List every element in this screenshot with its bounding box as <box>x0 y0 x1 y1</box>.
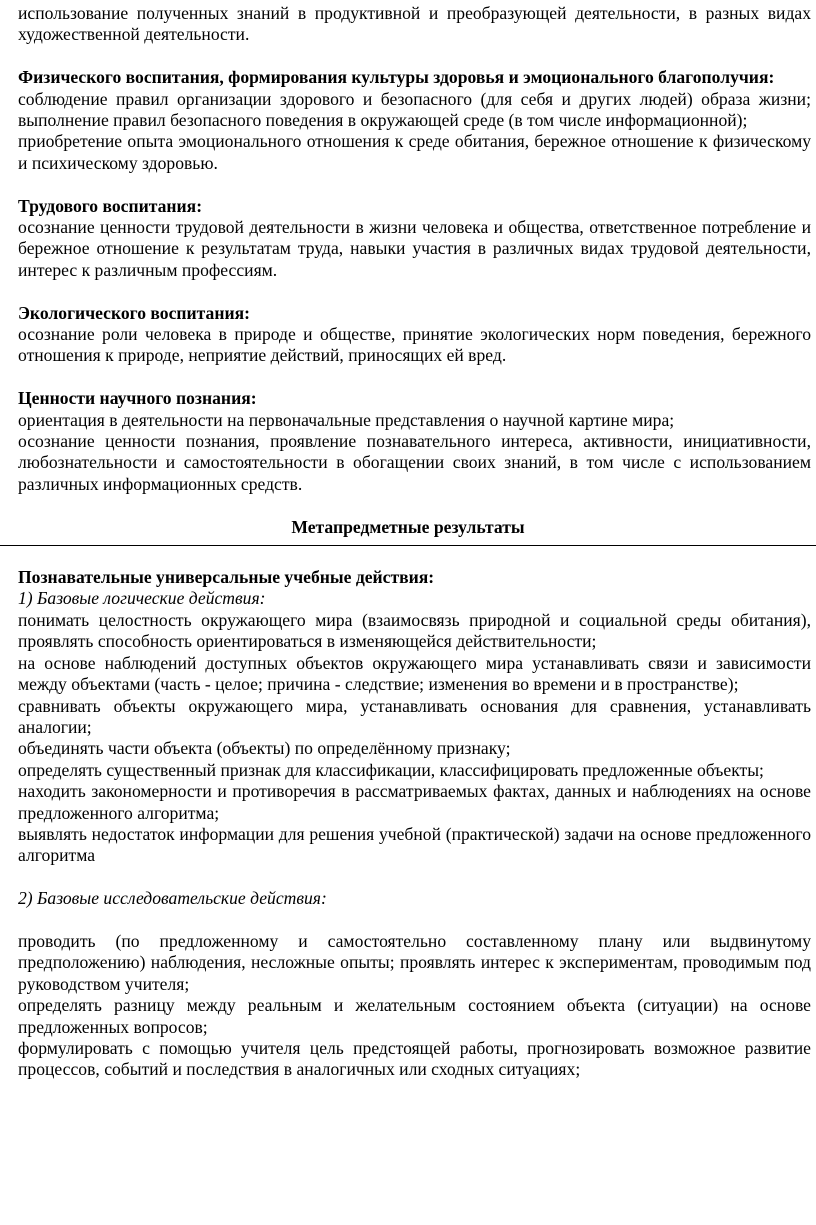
meta-results-title: Метапредметные результаты <box>291 516 525 537</box>
logical-action-item: определять существенный признак для классификации, классифицировать предложенные объекты; <box>18 759 764 780</box>
physical-education-item-1: соблюдение правил организации здорового и безопасного (для себя и других людей) образа жизни; выполнение правил безопасного поведения в окружающей среде (в том числе информационной); <box>18 88 811 131</box>
section-divider <box>0 545 816 546</box>
labor-education-section <box>0 196 816 282</box>
logical-actions-subheading: 1) Базовые логические действия: <box>18 588 266 609</box>
science-values-section <box>0 388 816 495</box>
logical-action-item: выявлять недостаток информации для решения учебной (практической) задачи на основе предложенного алгоритма <box>18 823 811 866</box>
research-action-item: определять разницу между реальным и желательным состоянием объекта (ситуации) на основе предложенных вопросов; <box>18 995 811 1037</box>
science-values-item-2: осознание ценности познания, проявление познавательного интереса, активности, инициативности, любознательности и самостоятельности в обогащении своих знаний, в том числе с использованием различных информационных средств. <box>18 431 811 494</box>
ecology-education-heading: Экологического воспитания: <box>18 302 250 323</box>
labor-education-item-1: осознание ценности трудовой деятельности в жизни человека и общества, ответственное потребление и бережное отношение к результатам труда, навыки участия в различных видах трудовой деятельности, интерес к различным профессиям. <box>18 217 811 280</box>
logical-action-item: понимать целостность окружающего мира (взаимосвязь природной и социальной среды обитания), проявлять способность ориентироваться в изменяющейся действительности; <box>18 609 811 652</box>
logical-action-item: на основе наблюдений доступных объектов окружающего мира устанавливать связи и зависимости между объектами (часть - целое; причина - следствие; изменения во времени и в пространстве); <box>18 652 811 695</box>
physical-education-item-2: приобретение опыта эмоционального отношения к среде обитания, бережное отношение к физическому и психическому здоровью. <box>18 131 811 173</box>
logical-action-item: находить закономерности и противоречия в рассматриваемых фактах, данных и наблюдениях на основе предложенного алгоритма; <box>18 781 811 823</box>
science-values-heading: Ценности научного познания: <box>18 388 257 409</box>
ecology-education-item-1: осознание роли человека в природе и обществе, принятие экологических норм поведения, бережного отношения к природе, неприятие действий, приносящих ей вред. <box>18 324 811 366</box>
research-action-item: проводить (по предложенному и самостоятельно составленному плану или выдвинутому предположению) наблюдения, несложные опыты; проявлять интерес к экспериментам, проводимым под руководством учителя; <box>18 930 811 994</box>
cognitive-actions-heading: Познавательные универсальные учебные действия: <box>18 567 435 588</box>
cognitive-actions-section <box>0 567 816 1081</box>
physical-education-section <box>0 67 816 174</box>
intro-paragraph: использование полученных знаний в продуктивной и преобразующей деятельности, в разных видах художественной деятельности. <box>18 3 811 45</box>
science-values-item-1: ориентация в деятельности на первоначальные представления о научной картине мира; <box>18 409 675 430</box>
logical-action-item: сравнивать объекты окружающего мира, устанавливать основания для сравнения, устанавливать аналогии; <box>18 695 811 737</box>
logical-action-item: объединять части объекта (объекты) по определённому признаку; <box>18 738 511 759</box>
intro-section <box>0 0 816 46</box>
research-actions-subheading: 2) Базовые исследовательские действия: <box>18 888 327 909</box>
physical-education-heading: Физического воспитания, формирования культуры здоровья и эмоционального благополучия: <box>18 67 775 88</box>
labor-education-heading: Трудового воспитания: <box>18 195 203 216</box>
ecology-education-section <box>0 303 816 367</box>
research-action-item: формулировать с помощью учителя цель предстоящей работы, прогнозировать возможное развитие процессов, событий и последствия в аналогичных или сходных ситуациях; <box>18 1037 811 1080</box>
